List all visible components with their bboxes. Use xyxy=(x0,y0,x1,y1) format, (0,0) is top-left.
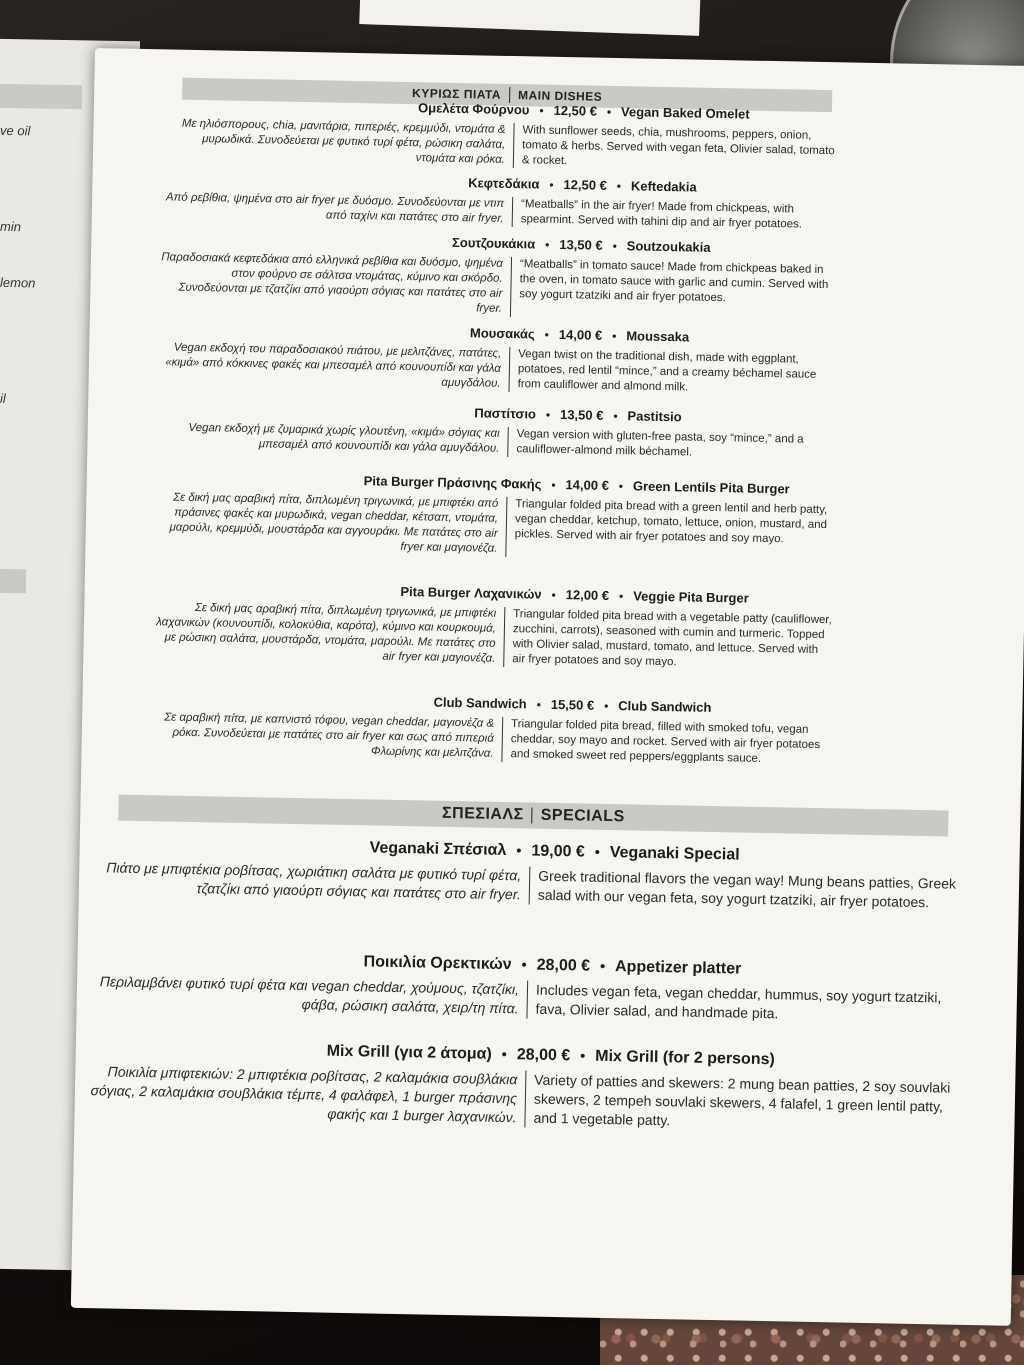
bullet-separator: • xyxy=(544,328,549,342)
menu-item xyxy=(92,168,1024,237)
dish-description xyxy=(93,115,1024,178)
dish-name-en: Veganaki Special xyxy=(609,844,740,864)
specials-header-gr: ΣΠΕΣΙΑΛΣ xyxy=(441,804,524,824)
dish-description xyxy=(89,339,1024,402)
bullet-separator: • xyxy=(501,1046,507,1064)
dish-name-gr: Κεφτεδάκια xyxy=(468,175,540,192)
menu-item xyxy=(79,834,1020,914)
dish-price: 12,50 € xyxy=(553,102,598,119)
bullet-separator: • xyxy=(618,590,624,604)
description-greek: Σε δική μας αραβική πίτα, διπλωμένη τριγωνικά, με μπιφτέκι από πράσινες φακές και μυρωδικά, vegan cheddar, κέτσαπ, ντομάτα, μαρούλι, κρεμμύδι, μουστάρδα και αγγουράκι. Με πατάτες στο air fryer και μαγιονέζα. xyxy=(169,491,499,555)
description-greek: Σε αραβική πίτα, με καπνιστό τόφου, vegan cheddar, μαγιονέζα & ρόκα. Συνοδεύεται με πατάτες στο air fryer και σως από πιπεριά Φλωρίνης και μελιτζάνα. xyxy=(164,711,495,760)
menu-page xyxy=(71,48,1024,1326)
description-greek: Από ρεβίθια, ψημένα στο air fryer με δυόσμο. Συνοδεύονται με ντιπ από ταχίνι και πατάτες στο air fryer. xyxy=(165,191,505,225)
dish-name-en: Soutzoukakia xyxy=(626,238,711,255)
left-fragment-4: il xyxy=(0,390,6,406)
dish-name-gr: Club Sandwich xyxy=(433,694,527,712)
menu-item xyxy=(77,948,1018,1028)
left-fragment-2: min xyxy=(0,218,21,235)
dish-price: 13,50 € xyxy=(559,236,603,253)
description-english: “Meatballs” in the air fryer! Made from chickpeas, with spearmint. Served with tahini dip and air fryer potatoes. xyxy=(512,197,843,233)
dish-name-gr: Pita Burger Λαχανικών xyxy=(400,583,542,602)
bullet-separator: • xyxy=(545,238,550,252)
description-greek: Περιλαμβάνει φυτικό τυρί φέτα και vegan cheddar, χούμους, τζατζίκι, φάβα, ρώσικη σαλάτα, χειρ/τη πίτα. xyxy=(99,973,520,1017)
description-greek: Ποικιλία μπιφτεκιών: 2 μπιφτέκια ροβίτσας, 2 καλαμάκια σουβλάκια σόγιας, 2 καλαμάκια σουβλάκια τέμπε, 4 φαλάφελ, 1 burger πράσινης φακής και 1 burger λαχανικών. xyxy=(90,1063,518,1126)
dish-name-en: Green Lentils Pita Burger xyxy=(632,478,790,497)
specials-header-en: SPECIALS xyxy=(540,806,625,826)
bullet-separator: • xyxy=(551,588,556,602)
description-greek: Vegan εκδοχή με ζυμαρικά χωρίς γλουτένη, «κιμά» σόγιας και μπεσαμέλ από κουνουπίδι και γάλα αμυγδάλου. xyxy=(188,421,500,455)
dish-price: 15,50 € xyxy=(550,696,595,713)
dish-price: 12,50 € xyxy=(563,177,608,193)
bullet-separator: • xyxy=(580,1048,586,1065)
description-greek: Σε δική μας αραβική πίτα, διπλωμένη τριγωνικά, με μπιφτέκι λαχανικών (κουνουπίδι, κολοκύθια, καρότα), κύμινο και κουρκουμά, με ρώσικη σαλάτα, μουστάρδα, ντομάτα, μαρούλι. Με πατάτες στο air fryer και μαγιονέζα. xyxy=(156,602,497,665)
bullet-separator: • xyxy=(613,410,618,424)
description-greek: Vegan εκδοχή του παραδοσιακού πιάτου, με μελιτζάνες, πατάτες, «κιμά» από κόκκινες φακές και μπεσαμέλ από κουνουπίδι και γάλα αμυγδάλου. xyxy=(165,341,502,390)
bullet-separator: • xyxy=(539,104,544,118)
description-english: Includes vegan feta, vegan cheddar, hummus, soy yogurt tzatziki, fava, Olivier salad, and handmade pita. xyxy=(526,980,967,1026)
dish-name-gr: Mix Grill (για 2 άτομα) xyxy=(326,1042,492,1063)
dish-name-en: Pastitsio xyxy=(627,408,682,425)
dish-description xyxy=(83,599,1024,677)
left-section-bar xyxy=(0,84,82,110)
bullet-separator: • xyxy=(618,480,624,494)
dish-name-en: Mix Grill (for 2 persons) xyxy=(595,1047,775,1069)
bullet-separator: • xyxy=(594,844,600,861)
bullet-separator: • xyxy=(612,329,617,344)
menu-item xyxy=(89,318,1024,402)
bullet-separator: • xyxy=(549,178,554,192)
dish-name-gr: Μουσακάς xyxy=(469,325,535,342)
menu-item xyxy=(85,468,1024,567)
menu-item xyxy=(90,228,1024,327)
dish-description xyxy=(74,1062,1015,1137)
menu-item xyxy=(87,398,1024,467)
menu-item xyxy=(81,688,1022,772)
dish-price: 28,00 € xyxy=(516,1046,571,1065)
bullet-separator: • xyxy=(545,408,551,422)
dish-name-gr: Παστίτσιο xyxy=(474,405,537,422)
menu-item xyxy=(83,578,1024,677)
dish-description xyxy=(81,709,1022,772)
dish-price: 14,00 € xyxy=(558,326,603,343)
left-fragment-1: ve oil xyxy=(0,122,31,139)
dish-price: 14,00 € xyxy=(565,477,610,493)
dish-name-en: Vegan Baked Omelet xyxy=(620,104,750,122)
dish-price: 28,00 € xyxy=(536,956,591,975)
description-english: Vegan twist on the traditional dish, made with eggplant, potatoes, red lentil “mince,” and a creamy béchamel sauce from cauliflower and almond milk. xyxy=(508,347,839,398)
dish-name-gr: Σουτζουκάκια xyxy=(451,234,536,252)
dish-price: 19,00 € xyxy=(531,842,585,861)
dish-name-gr: Veganaki Σπέσιαλ xyxy=(369,839,507,860)
left-section-bar-2 xyxy=(0,569,26,594)
bullet-separator: • xyxy=(616,180,622,194)
bullet-separator: • xyxy=(551,478,556,492)
dish-name-en: Moussaka xyxy=(626,328,690,345)
description-english: “Meatballs” in tomato sauce! Made from chickpeas baked in the oven, in tomato sauce with garlic and cumin. Served with soy yogurt tzatziki and air fryer potatoes. xyxy=(510,257,841,323)
dish-name-en: Club Sandwich xyxy=(618,698,712,715)
description-english: Vegan version with gluten-free pasta, soy “mince,” and a cauliflower-almond milk béchamel. xyxy=(507,427,838,463)
description-english: Triangular folded pita bread, filled with smoked tofu, vegan cheddar, soy mayo and rocket. Served with air fryer potatoes and smoked sweet red peppers/eggplants sauce. xyxy=(501,717,832,768)
dish-name-gr: Ποικιλία Ορεκτικών xyxy=(363,953,512,974)
description-english: With sunflower seeds, chia, mushrooms, peppers, onion, tomato & herbs. Served with vegan feta, Olivier salad, tomato & rocket. xyxy=(513,123,844,174)
description-greek: Παραδοσιακά κεφτεδάκια από ελληνικά ρεβίθια και δυόσμο, ψημένα στον φούρνο σε σάλτσα ντομάτας, κύμινο και σκόρδο. Συνοδεύονται με τζατζίκι από γιαούρτι σόγιας και πατάτες στο air fryer. xyxy=(161,251,504,315)
bullet-separator: • xyxy=(606,105,612,119)
main-dishes-header-en: MAIN DISHES xyxy=(517,88,603,104)
bullet-separator: • xyxy=(612,239,617,254)
dish-name-en: Keftedakia xyxy=(630,178,697,195)
dish-description xyxy=(85,489,1024,567)
dish-price: 13,50 € xyxy=(559,406,604,423)
description-greek: Με ηλιόσπορους, chia, μανιτάρια, πιπεριές, κρεμμύδι, ντομάτα & μυρωδικά. Συνοδεύεται με φυτικό τυρί φέτα, ρώσικη σαλάτα, ντομάτα και ρόκα. xyxy=(181,117,506,166)
dish-name-gr: Ομελέτα Φούρνου xyxy=(418,100,530,118)
bullet-separator: • xyxy=(599,958,606,975)
menu-item xyxy=(74,1038,1015,1137)
dish-name-en: Appetizer platter xyxy=(614,958,742,978)
bullet-separator: • xyxy=(604,699,609,713)
description-english: Triangular folded pita bread with a green lentil and herb patty, vegan cheddar, ketchup, tomato, lettuce, onion, mustard, and pickles. Served with air fryer potatoes and soy mayo. xyxy=(505,497,836,563)
description-english: Variety of patties and skewers: 2 mung bean patties, 2 soy souvlaki skewers, 2 tempeh souvlaki skewers, 4 falafel, 1 green lentil patty, and 1 vegetable patty. xyxy=(524,1070,965,1135)
menu-item xyxy=(93,94,1024,178)
main-dishes-header-gr: ΚΥΡΙΩΣ ΠΙΑΤΑ xyxy=(411,86,502,102)
description-english: Triangular folded pita bread with a vegetable patty (cauliflower, zucchini, carrots), seasoned with cumin and turmeric. Topped with Olivier salad, mustard, tomato, and lettuce. Served with air fryer potatoes and soy mayo. xyxy=(503,607,834,673)
dish-description xyxy=(90,249,1024,327)
specials-header xyxy=(118,795,948,837)
dish-name-gr: Pita Burger Πράσινης Φακής xyxy=(363,473,542,492)
description-greek: Πιάτο με μπιφτέκια ροβίτσας, χωριάτικη σαλάτα με φυτικό τυρί φέτα, τζατζίκι από γιαούρτι σόγιας και πατάτες στο air fryer. xyxy=(106,859,522,903)
bullet-separator: • xyxy=(536,698,541,712)
left-fragment-3: lemon xyxy=(0,274,36,291)
bullet-separator: • xyxy=(516,843,522,860)
dish-price: 12,00 € xyxy=(565,587,610,603)
dish-name-en: Veggie Pita Burger xyxy=(633,588,749,606)
description-english: Greek traditional flavors the vegan way! Mung beans patties, Greek salad with our vegan feta, soy yogurt tzatziki, air fryer potatoes. xyxy=(529,866,970,912)
bullet-separator: • xyxy=(521,957,527,974)
